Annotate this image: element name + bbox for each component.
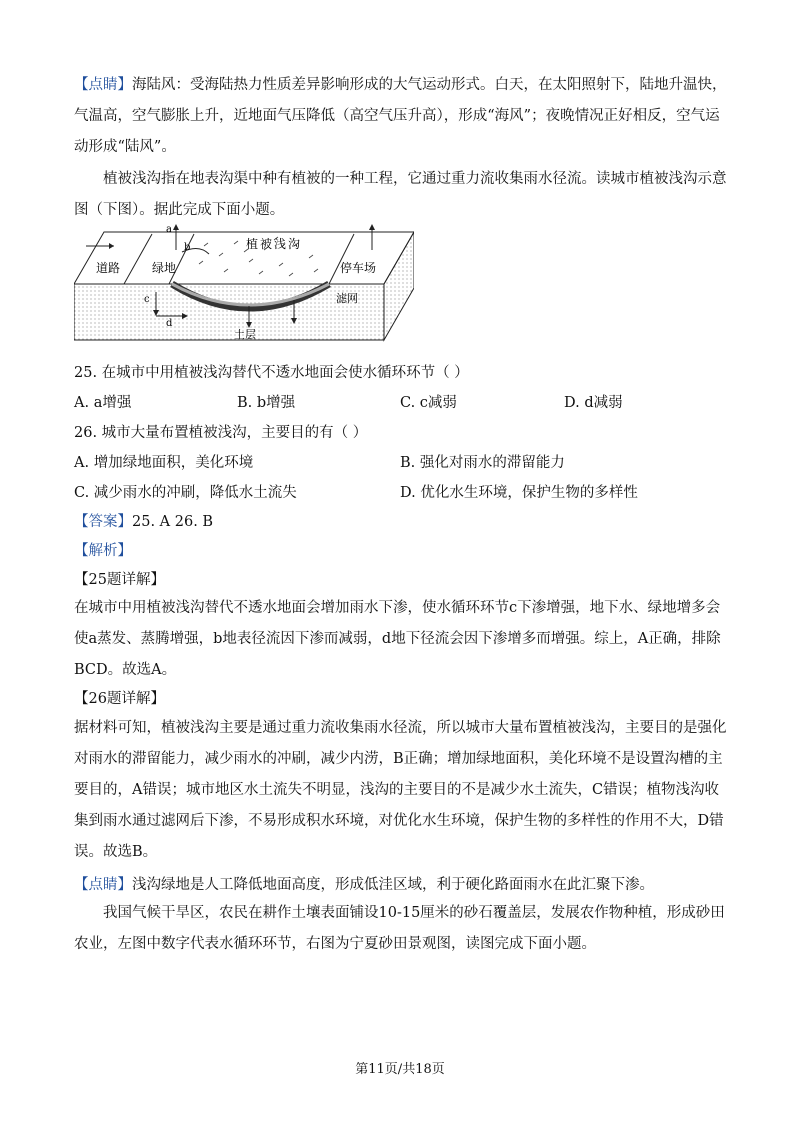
- detail-25-title: 【25题详解】: [74, 572, 165, 588]
- question-26-option-b: B. 强化对雨水的滞留能力: [400, 455, 565, 471]
- label-b: b: [184, 242, 191, 253]
- question-26-stem: 26. 城市大量布置植被浅沟，主要目的有（ ）: [74, 425, 368, 441]
- label-a: a: [166, 224, 172, 235]
- label-d: d: [166, 318, 173, 329]
- detail-26-text: 据材料可知，植被浅沟主要是通过重力流收集雨水径流，所以城市大量布置植被浅沟，主要目的是强化对雨水的滞留能力，减少雨水的冲刷，减少内涝，B正确；增加绿地面积，美化环境不是设置沟槽的主要目的，A错误；城市地区水土流失不明显，浅沟的主要目的不是减少水土流失，C错误；植物浅沟收集到雨水通过滤网后下渗，不易形成积水环境，对优化水生环境，保护生物的多样性的作用不大，D错误。故选B。: [74, 720, 727, 860]
- vegetation-ditch-diagram: [74, 222, 414, 342]
- analysis-tag: 【解析】: [74, 543, 132, 559]
- intro-tip-paragraph: [74, 70, 730, 163]
- label-road: 道路: [96, 261, 121, 275]
- tip-2-tag: 【点睛】: [74, 877, 132, 893]
- question-26-option-c: C. 减少雨水的冲刷，降低水土流失: [74, 485, 297, 501]
- question-26-option-a: A. 增加绿地面积，美化环境: [74, 455, 254, 471]
- diagram-top-surface: [74, 232, 414, 284]
- question-26-option-d: D. 优化水生环境，保护生物的多样性: [400, 485, 638, 501]
- label-filter: 滤网: [336, 292, 358, 305]
- question-25-option-c: C. c减弱: [400, 395, 457, 411]
- tip-2-text: 浅沟绿地是人工降低地面高度，形成低洼区域，利于硬化路面雨水在此汇聚下渗。: [132, 877, 654, 893]
- answer-line: [74, 510, 213, 534]
- question-25-option-a: A. a增强: [74, 395, 132, 411]
- question-25-option-b: B. b增强: [237, 395, 296, 411]
- label-ditch: 植被浅沟: [246, 237, 303, 251]
- detail-25-text: 在城市中用植被浅沟替代不透水地面会增加雨水下渗，使水循环环节c下渗增强，地下水、绿地增多会使a蒸发、蒸腾增强，b地表径流因下渗而减弱，d地下径流会因下渗增多而增强。综上，A正确，排除BCD。故选A。: [74, 600, 721, 678]
- label-c: c: [144, 294, 150, 305]
- answer-tag: 【答案】: [74, 514, 132, 530]
- label-parking: 停车场: [340, 261, 377, 275]
- next-material-paragraph: 我国气候干旱区，农民在耕作土壤表面铺设10-15厘米的砂石覆盖层，发展农作物种植，形成砂田农业，左图中数字代表水循环环节，右图为宁夏砂田景观图，读图完成下面小题。: [74, 905, 725, 952]
- answer-text: 25. A 26. B: [132, 514, 214, 530]
- label-green: 绿地: [152, 261, 177, 275]
- tip-text: 海陆风：受海陆热力性质差异影响形成的大气运动形式。白天，在太阳照射下，陆地升温快，气温高，空气膨胀上升，近地面气压降低（高空气压升高），形成“海风”；夜晚情况正好相反，空气运动形成“陆风”。: [74, 77, 727, 155]
- question-25-option-d: D. d减弱: [564, 395, 623, 411]
- page-footer: 第11页/共18页: [355, 1062, 445, 1077]
- tip-tag: 【点睛】: [74, 77, 132, 93]
- tip-2-line: [74, 873, 654, 897]
- detail-26-title: 【26题详解】: [74, 691, 165, 707]
- material-paragraph: 植被浅沟指在地表沟渠中种有植被的一种工程，它通过重力流收集雨水径流。读城市植被浅沟示意图（下图）。据此完成下面小题。: [74, 171, 727, 218]
- label-soil: 土层: [234, 328, 256, 341]
- question-25-stem: 25. 在城市中用植被浅沟替代不透水地面会使水循环环节（ ）: [74, 365, 469, 381]
